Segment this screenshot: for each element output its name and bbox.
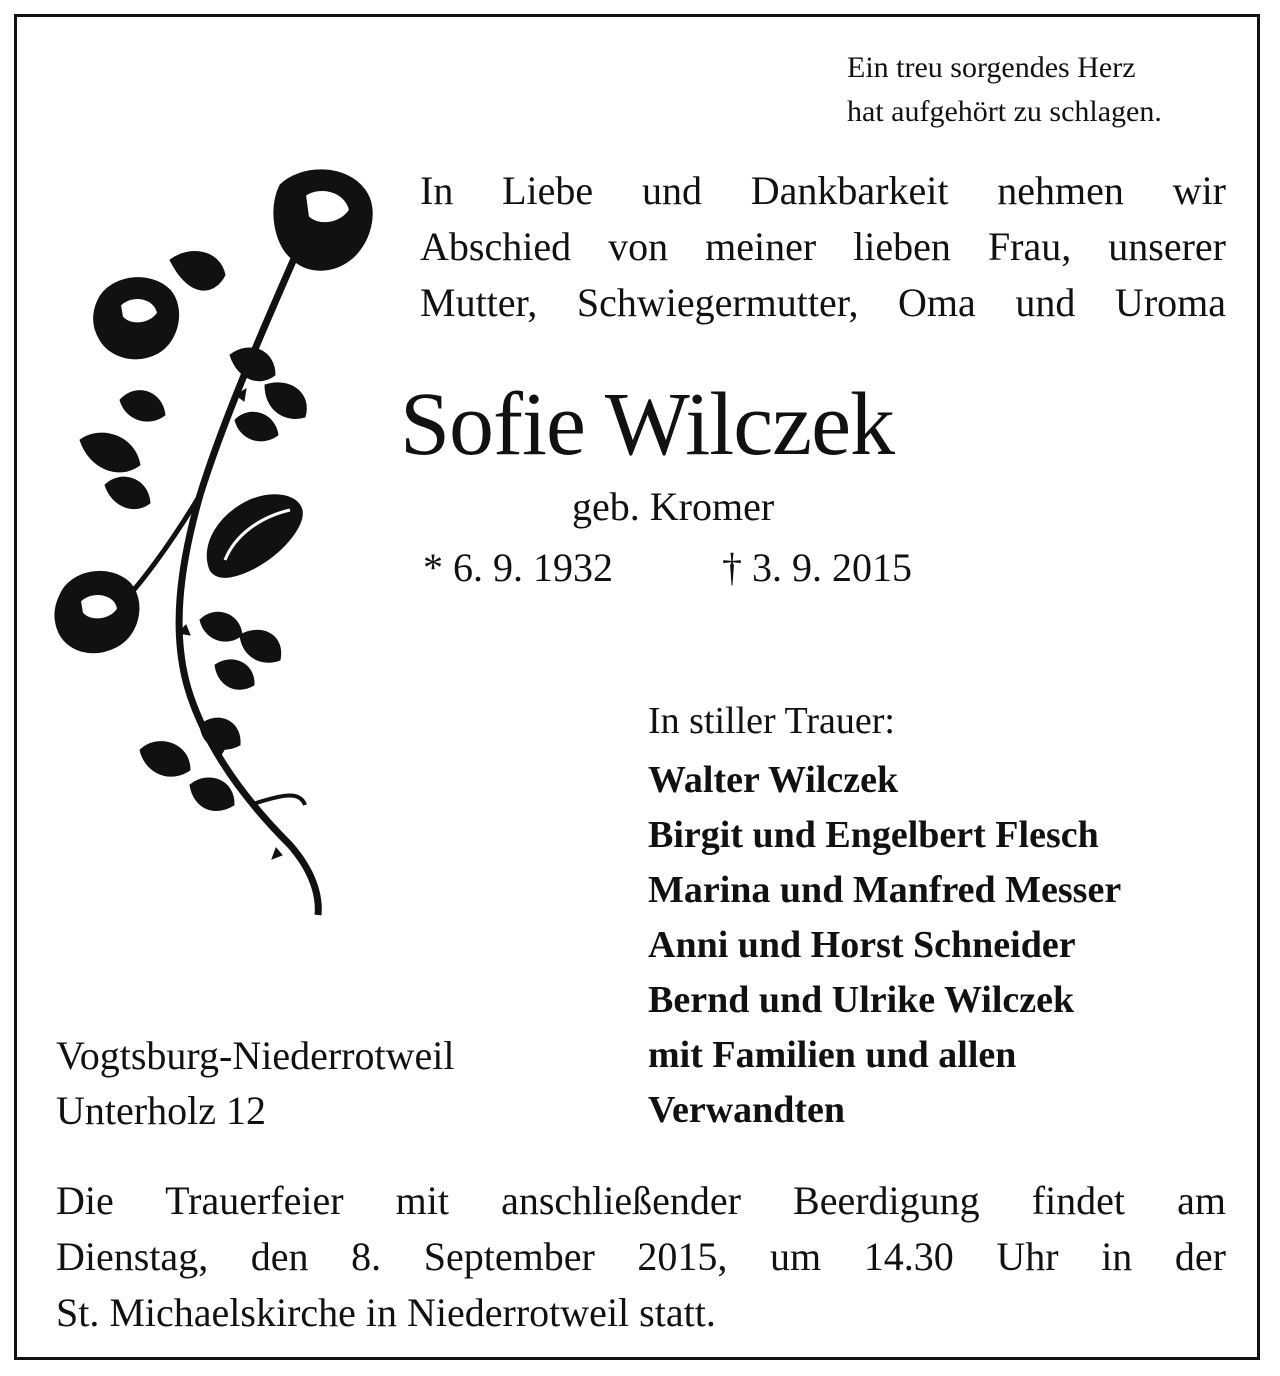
mourner-item: Anni und Horst Schneider [648, 924, 1076, 966]
motto [847, 46, 1247, 134]
intro-line-2: Abschied von meiner lieben Frau, unserer [420, 224, 1226, 269]
rose-branch-icon [50, 165, 380, 925]
mourner-item: mit Familien und allen [648, 1034, 1017, 1076]
mourner-item: Walter Wilczek [648, 759, 899, 801]
birth-date: * 6. 9. 1932 [423, 545, 613, 590]
ceremony-line-2: Dienstag, den 8. September 2015, um 14.30 Uhr in der [56, 1234, 1226, 1279]
address-line-2: Unterholz 12 [56, 1088, 266, 1133]
deceased-name: Sofie Wilczek [400, 375, 895, 474]
mourners-heading: In stiller Trauer: [648, 700, 895, 742]
address-line-1: Vogtsburg-Niederrotweil [56, 1033, 455, 1078]
mourner-item: Birgit und Engelbert Flesch [648, 814, 1099, 856]
motto-line-1: Ein treu sorgendes Herz [847, 51, 1136, 84]
ceremony-line-3: St. Michaelskirche in Niederrotweil statt. [56, 1290, 716, 1335]
death-date: † 3. 9. 2015 [722, 545, 912, 590]
maiden-name: geb. Kromer [572, 484, 775, 529]
intro-line-1: In Liebe und Dankbarkeit nehmen wir [420, 168, 1226, 213]
intro-line-3: Mutter, Schwiegermutter, Oma und Uroma [420, 280, 1226, 325]
motto-line-2: hat aufgehört zu schlagen. [847, 95, 1162, 128]
ceremony-line-1: Die Trauerfeier mit anschließender Beerdigung findet am [56, 1178, 1226, 1223]
ceremony-info [56, 1173, 1226, 1341]
mourner-item: Bernd und Ulrike Wilczek [648, 979, 1075, 1021]
mourners-list [648, 753, 1248, 1138]
address [56, 1028, 596, 1138]
intro-text [420, 163, 1226, 331]
mourner-item: Marina und Manfred Messer [648, 869, 1122, 911]
mourner-item: Verwandten [648, 1089, 846, 1131]
